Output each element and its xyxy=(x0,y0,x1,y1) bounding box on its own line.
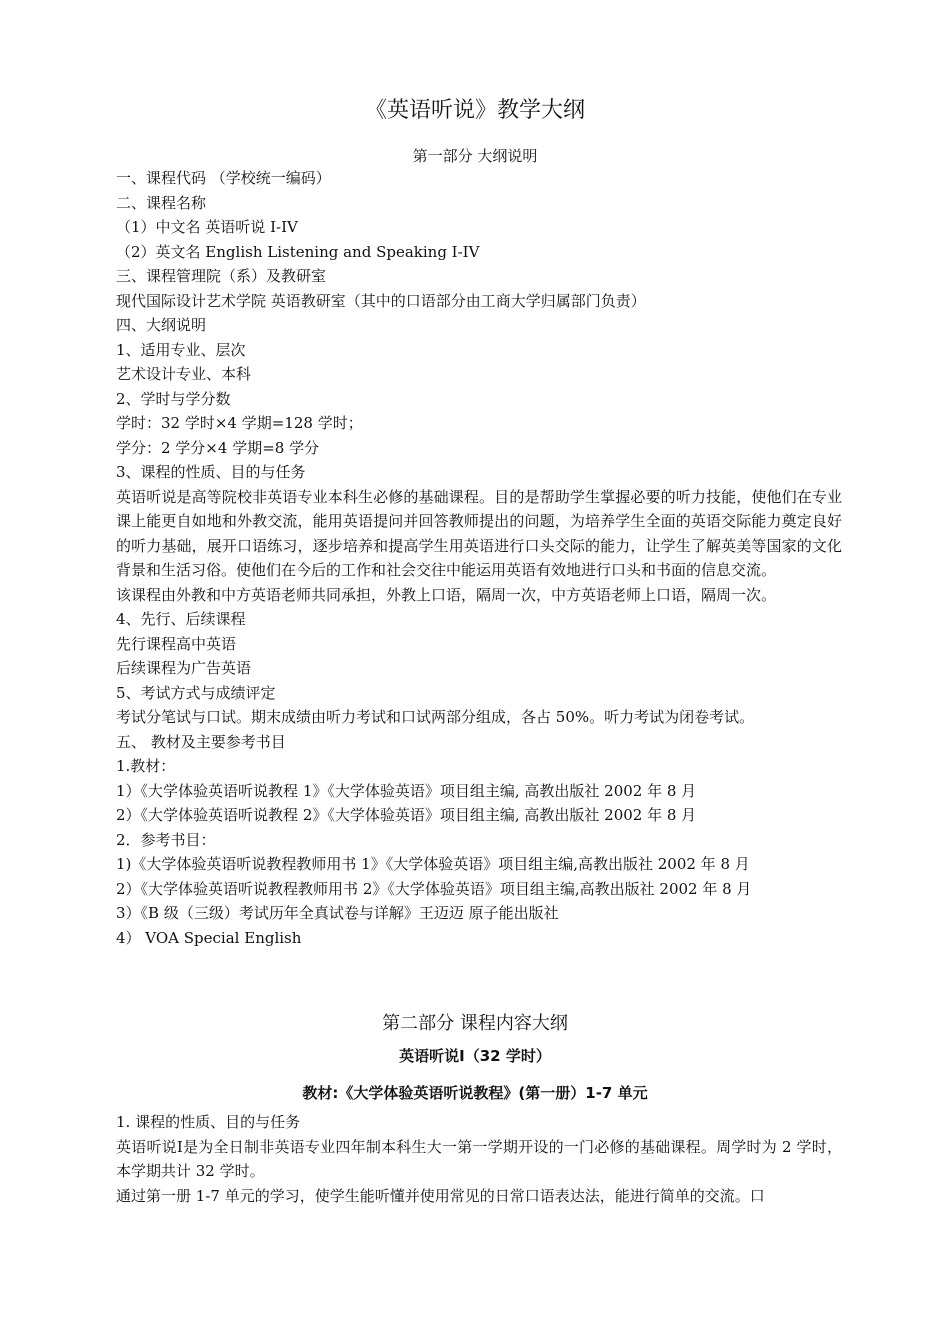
part1-heading: 第一部分 大纲说明 xyxy=(412,147,538,165)
text-line: 3）《B 级（三级）考试历年全真试卷与详解》王迈迈 原子能出版社 xyxy=(116,904,559,922)
text-line: 一、课程代码 （学校统一编码） xyxy=(116,169,331,187)
text-line: 2）《大学体验英语听说教程教师用书 2》《大学体验英语》项目组主编,高教出版社 2002 年 8 月 xyxy=(116,879,752,898)
text-line: 该课程由外教和中方英语老师共同承担，外教上口语，隔周一次，中方英语老师上口语，隔周一次。 xyxy=(116,585,777,604)
text-line: 1）《大学体验英语听说教程 1》《大学体验英语》项目组主编, 高教出版社 2002 年 8 月 xyxy=(116,781,697,800)
part2-heading: 第二部分 课程内容大纲 xyxy=(382,1013,568,1034)
text-line: 现代国际设计艺术学院 英语教研室（其中的口语部分由工商大学归属部门负责） xyxy=(116,291,646,310)
text-line: （2）英文名 English Listening and Speaking I-IV xyxy=(116,242,480,261)
text-line: 2．参考书目： xyxy=(116,830,216,849)
text-line: 四、大纲说明 xyxy=(116,316,207,334)
text-line: 4、先行、后续课程 xyxy=(116,610,246,628)
text-line: 学分：2 学分×4 学期=8 学分 xyxy=(116,438,320,457)
textbook-heading: 教材:《大学体验英语听说教程》(第一册）1-7 单元 xyxy=(302,1084,648,1102)
paragraph: 通过第一册 1-7 单元的学习，使学生能听懂并使用常见的日常口语表达法，能进行简单的交流。口 xyxy=(116,1186,765,1205)
document-title: 《英语听说》教学大纲 xyxy=(364,98,585,123)
text-line: 1.教材： xyxy=(116,757,176,775)
text-line: 1)《大学体验英语听说教程教师用书 1》《大学体验英语》项目组主编,高教出版社 2002 年 8 月 xyxy=(116,855,750,873)
text-line: 艺术设计专业、本科 xyxy=(116,365,252,383)
text-line: 3、课程的性质、目的与任务 xyxy=(116,463,306,481)
course-heading: 英语听说Ⅰ（32 学时） xyxy=(399,1047,551,1065)
text-line: 先行课程高中英语 xyxy=(116,634,237,653)
text-line: 1. 课程的性质、目的与任务 xyxy=(116,1113,301,1131)
text-line: （1）中文名 英语听说 I-IV xyxy=(116,218,298,236)
text-line: 5、考试方式与成绩评定 xyxy=(116,683,276,702)
text-line: 后续课程为广告英语 xyxy=(116,659,252,677)
text-line: 考试分笔试与口试。期末成绩由听力考试和口试两部分组成，各占 50%。听力考试为闭卷考试。 xyxy=(116,708,755,726)
paragraph: 英语听说是高等院校非英语专业本科生必修的基础课程。目的是帮助学生掌握必要的听力技能，使他们在专业课上能更自如地和外教交流，能用英语提问并回答教师提出的问题，为培养学生全面的英语交际能力奠定良好的听力基础，展开口语练习，逐步培养和提高学生用英语进行口头交际的能力，让学生了解英美等国家的文化背景和生活习俗。使他们在今后的工作和社会交往中能运用英语有效地进行口头和书面的信息交流。 xyxy=(116,487,842,579)
text-line: 2、学时与学分数 xyxy=(116,389,231,408)
text-line: 三、课程管理院（系）及教研室 xyxy=(116,267,327,285)
text-line: 4） VOA Special English xyxy=(116,928,302,947)
text-line: 二、课程名称 xyxy=(116,193,207,212)
text-line: 学时：32 学时×4 学期=128 学时； xyxy=(116,414,363,432)
paragraph: 英语听说Ⅰ是为全日制非英语专业四年制本科生大一第一学期开设的一门必修的基础课程。周学时为 2 学时，本学期共计 32 学时。 xyxy=(116,1137,842,1180)
part1-body xyxy=(116,166,842,950)
part2-body xyxy=(116,1110,842,1208)
text-line: 2）《大学体验英语听说教程 2》《大学体验英语》项目组主编, 高教出版社 2002 年 8 月 xyxy=(116,806,697,824)
text-line: 五、 教材及主要参考书目 xyxy=(116,732,286,751)
text-line: 1、适用专业、层次 xyxy=(116,340,246,359)
